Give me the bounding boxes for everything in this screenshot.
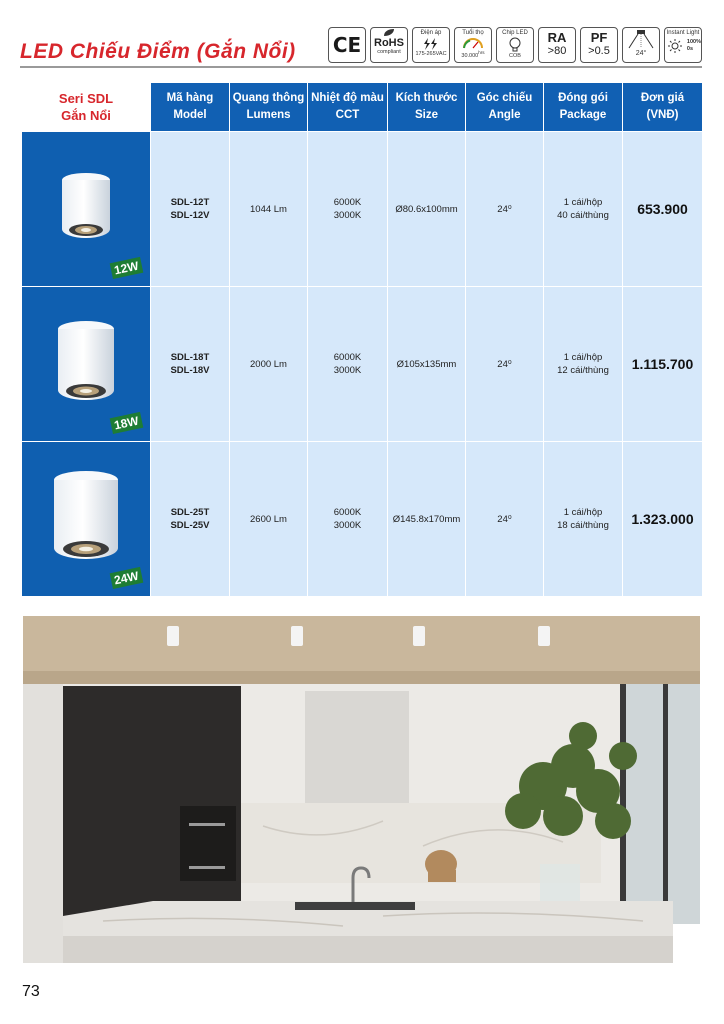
page-number: 73 <box>22 983 40 1000</box>
title-divider <box>20 66 702 68</box>
bulb-icon <box>509 37 521 53</box>
lumens-cell: 2600 Lm <box>229 442 307 596</box>
ra-badge: RA >80 <box>538 27 576 63</box>
lifetime-badge: Tuổi thọ $30.000^{hrs}$ <box>454 27 492 63</box>
header-price: Đơn giá (VNĐ) <box>622 83 702 131</box>
table-row <box>22 131 702 286</box>
kitchen-scene-illustration <box>23 616 700 963</box>
header-package: Đóng gói Package <box>543 83 622 131</box>
header-size: Kích thước Size <box>387 83 465 131</box>
angle-cell: 24⁰ <box>465 442 543 596</box>
package-cell: 1 cái/hộp 18 cái/thùng <box>543 442 622 596</box>
cct-cell: 6000K 3000K <box>307 287 387 441</box>
product-image-cell <box>22 442 150 596</box>
rohs-badge: RoHS compliant <box>370 27 408 63</box>
size-cell: Ø145.8x170mm <box>387 442 465 596</box>
gauge-icon <box>461 37 485 49</box>
lumens-cell: 1044 Lm <box>229 132 307 286</box>
package-cell: 1 cái/hộp 12 cái/thùng <box>543 287 622 441</box>
chip-led-badge: Chip LED COB <box>496 27 534 63</box>
angle-cell: 24⁰ <box>465 132 543 286</box>
beam-angle-badge: 24° <box>622 27 660 63</box>
voltage-badge: Điện áp 175-265VAC <box>412 27 450 63</box>
table-row <box>22 286 702 441</box>
lumens-cell: 2000 Lm <box>229 287 307 441</box>
sun-icon <box>668 39 682 53</box>
size-cell: Ø105x135mm <box>387 287 465 441</box>
price-cell: 1.323.000 <box>622 442 702 596</box>
pf-badge: PF >0.5 <box>580 27 618 63</box>
header-cct: Nhiệt độ màu CCT <box>307 83 387 131</box>
instant-light-badge: Instant Light 100% 0s <box>664 27 702 63</box>
price-cell: 1.115.700 <box>622 287 702 441</box>
wattage-badge: 24W <box>110 567 143 589</box>
table-row <box>22 441 702 596</box>
wattage-badge: 18W <box>110 412 143 434</box>
header-lumens: Quang thông Lumens <box>229 83 307 131</box>
ce-badge: CE <box>328 27 366 63</box>
certification-badges <box>328 27 702 63</box>
model-cell: SDL-18T SDL-18V <box>150 287 229 441</box>
table-header <box>22 83 702 131</box>
header-model: Mã hàng Model <box>150 83 229 131</box>
page-title: LED Chiếu Điểm (Gắn Nổi) <box>20 40 296 63</box>
header-angle: Góc chiếu Angle <box>465 83 543 131</box>
kitchen-interior-photo <box>23 616 700 963</box>
lightning-icon <box>422 37 440 51</box>
size-cell: Ø80.6x100mm <box>387 132 465 286</box>
model-cell: SDL-12T SDL-12V <box>150 132 229 286</box>
package-cell: 1 cái/hộp 40 cái/thùng <box>543 132 622 286</box>
leaf-icon <box>382 28 396 37</box>
product-image-cell <box>22 132 150 286</box>
price-cell: 653.900 <box>622 132 702 286</box>
product-table <box>22 83 702 596</box>
beam-angle-icon <box>626 28 656 50</box>
model-cell: SDL-25T SDL-25V <box>150 442 229 596</box>
series-label: Seri SDL Gắn Nổi <box>22 83 150 131</box>
product-image-cell <box>22 287 150 441</box>
cct-cell: 6000K 3000K <box>307 442 387 596</box>
angle-cell: 24⁰ <box>465 287 543 441</box>
wattage-badge: 12W <box>110 257 143 279</box>
cct-cell: 6000K 3000K <box>307 132 387 286</box>
